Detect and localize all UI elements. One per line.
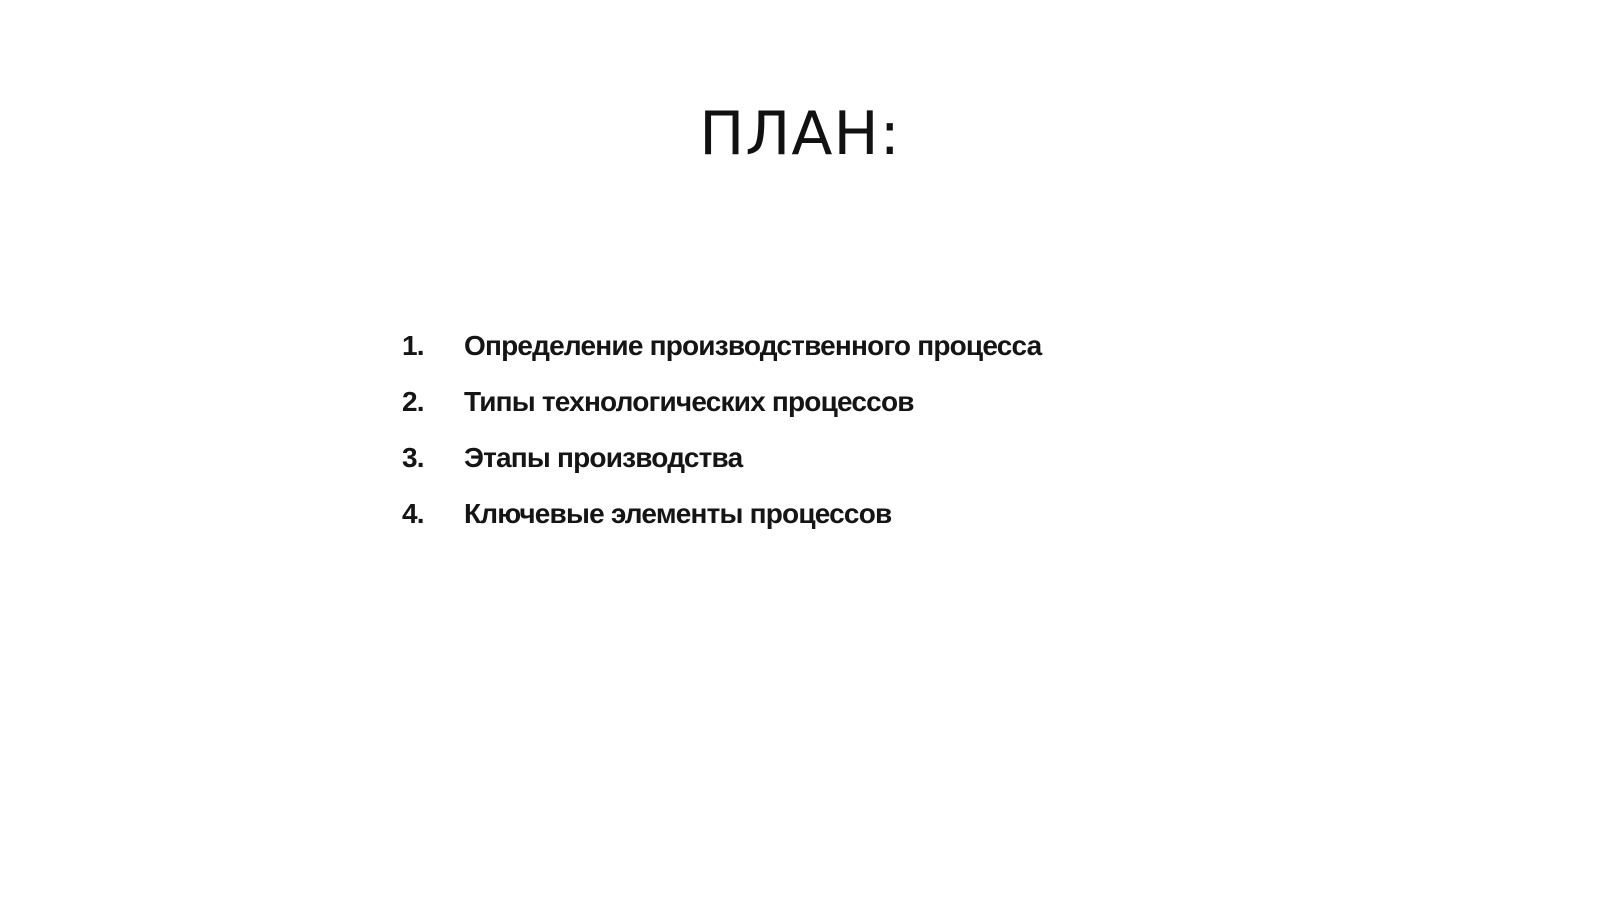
list-item xyxy=(402,318,1041,374)
list-item-text: Определение производственного процесса xyxy=(464,330,1042,361)
list-item-text: Типы технологических процессов xyxy=(464,386,914,417)
list-item xyxy=(402,486,1041,542)
list-item-text: Ключевые элементы процессов xyxy=(464,498,892,529)
list-item-number: 2. xyxy=(402,386,424,417)
list-item xyxy=(402,430,1041,486)
list-item-text: Этапы производства xyxy=(464,442,743,473)
plan-list xyxy=(402,318,1041,542)
list-item-number: 1. xyxy=(402,330,424,361)
list-item-number: 3. xyxy=(402,442,424,473)
list-item-number: 4. xyxy=(402,498,424,529)
list-item xyxy=(402,374,1041,430)
slide-title: ПЛАН: xyxy=(699,99,901,169)
